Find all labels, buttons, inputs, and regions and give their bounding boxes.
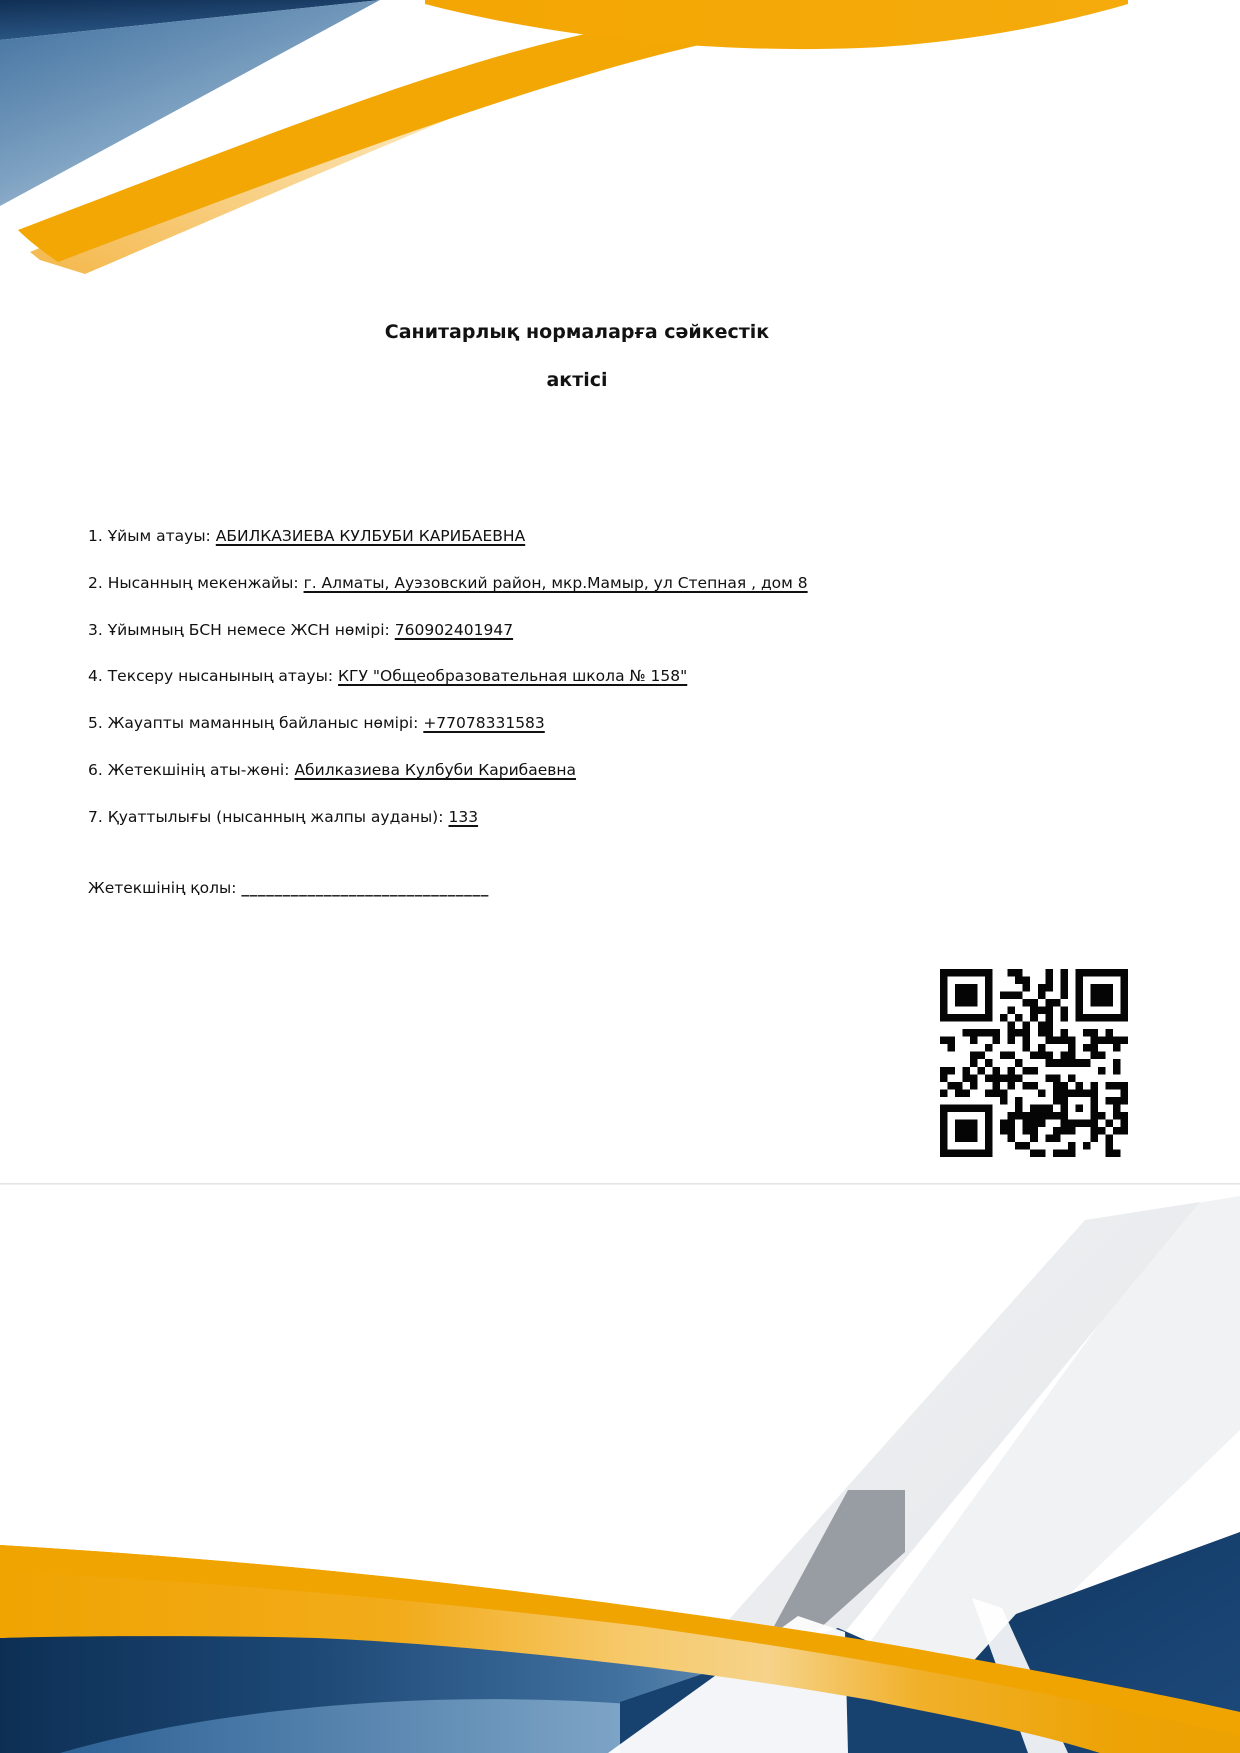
footer-wave-art xyxy=(0,1180,1240,1753)
field-label: 5. Жауапты маманның байланыс нөмірі: xyxy=(88,714,419,733)
field-label: 1. Ұйым атауы: xyxy=(88,527,211,545)
qr-code xyxy=(940,969,1128,1157)
pale-gold-ribbon xyxy=(30,38,660,274)
document-title xyxy=(88,308,1066,404)
field-row-capacity xyxy=(88,808,1148,855)
field-label: 2. Нысанның мекенжайы: xyxy=(88,573,299,592)
dark-gray-wedge xyxy=(772,1490,905,1630)
signature-label: Жетекшінің қолы: xyxy=(88,879,237,897)
gold-ribbon xyxy=(18,21,792,262)
white-slash-right xyxy=(972,1598,1068,1753)
document-title-line1: Санитарлық нормаларға сәйкестік xyxy=(384,321,770,343)
field-value: 760902401947 xyxy=(394,620,514,639)
gold-swoosh xyxy=(0,1545,1240,1753)
field-label: 3. Ұйымның БСН немесе ЖСН нөмірі: xyxy=(88,620,390,639)
field-row-bin xyxy=(88,621,1148,668)
field-row-phone xyxy=(88,714,1148,761)
light-gray-band xyxy=(610,1202,1200,1753)
qr-code-image xyxy=(940,969,1128,1157)
field-row-object-name xyxy=(88,667,1148,714)
field-row-head-name xyxy=(88,761,1148,808)
field-value: Абилказиева Кулбуби Карибаевна xyxy=(294,760,577,779)
light-gray-band-outer xyxy=(790,1196,1240,1753)
fields-list xyxy=(88,527,1148,855)
field-label: 4. Тексеру нысанының атауы: xyxy=(88,667,334,686)
field-row-org-name xyxy=(88,527,1148,574)
field-label: 6. Жетекшінің аты-жөні: xyxy=(88,760,290,779)
field-value: +77078331583 xyxy=(423,714,545,733)
page-separator xyxy=(0,1183,1240,1185)
gold-top-band xyxy=(425,0,1128,49)
header-wave-art xyxy=(0,0,1240,280)
field-value: г. Алматы, Ауэзовский район, мкр.Мамыр, ул Степная , дом 8 xyxy=(303,573,808,592)
field-label: 7. Қуаттылығы (нысанның жалпы ауданы): xyxy=(88,807,444,826)
steel-wedge-shape xyxy=(0,0,380,206)
navy-center-wedge xyxy=(620,1628,1120,1753)
footer-wave-art-main xyxy=(0,1180,1240,1753)
signature-line: ______________________________ xyxy=(241,879,489,897)
field-value: АБИЛКАЗИЕВА КУЛБУБИ КАРИБАЕВНА xyxy=(215,527,526,545)
steel-inner-curve xyxy=(60,1699,1020,1753)
navy-right-block xyxy=(890,1532,1240,1753)
white-slash-left xyxy=(608,1616,848,1753)
field-value: КГУ "Общеобразовательная школа № 158" xyxy=(338,667,688,686)
document-title-line2: актісі xyxy=(546,369,608,391)
gold-swoosh-edge xyxy=(0,1545,1240,1736)
blue-wave xyxy=(0,1632,1240,1753)
field-value: 133 xyxy=(448,807,479,826)
navy-corner-shape xyxy=(0,0,380,40)
field-row-address xyxy=(88,574,1148,621)
signature-block xyxy=(88,879,489,897)
